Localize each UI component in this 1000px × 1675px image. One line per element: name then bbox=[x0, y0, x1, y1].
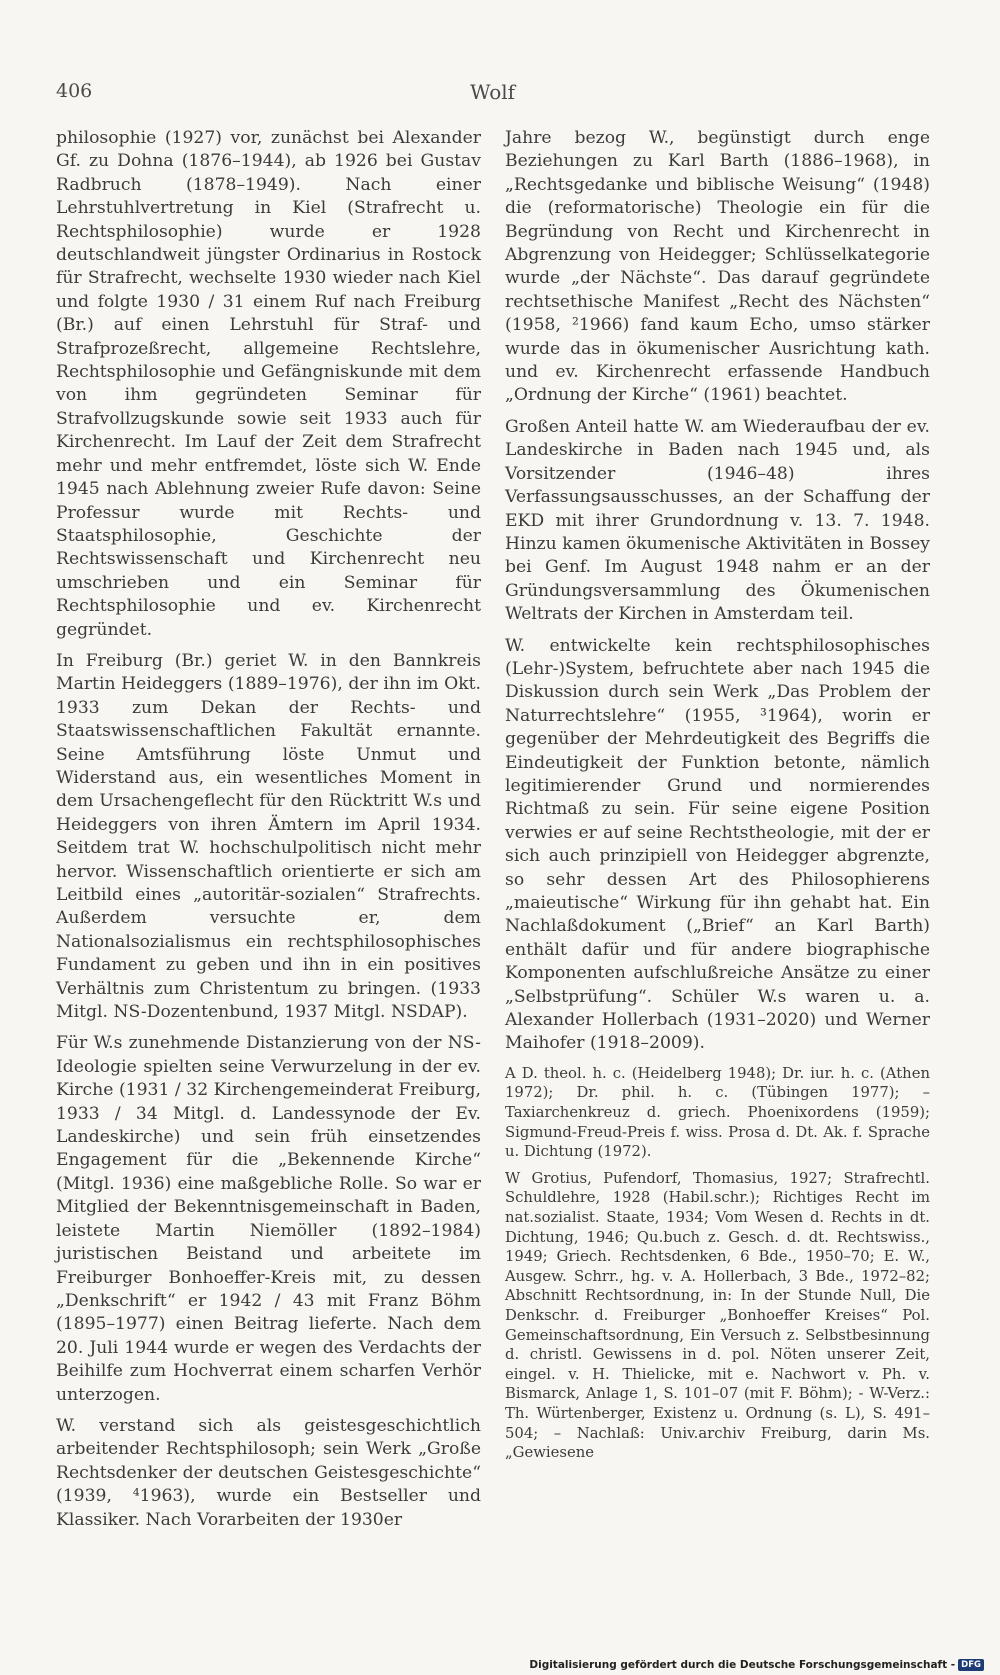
running-head: Wolf bbox=[470, 80, 516, 104]
paragraph: Für W.s zunehmende Distanzierung von der NS-Ideologie spielten seine Verwurzelung in der ev. Kirche (1931 / 32 Kirchengemeinderat Freiburg, 1933 / 34 Mitgl. d. Landessynode der Ev. Landeskirche) und sein früh einsetzendes Engagement für die „Bekennende Kirche“ (Mitgl. 1936) eine maßgebliche Rolle. So war er Mitglied der Bekenntnisgemeinschaft in Baden, leistete Martin Niemöller (1892–1984) juristischen Beistand und arbeitete im Freiburger Bonhoeffer-Kreis mit, zu dessen „Denkschrift“ er 1942 / 43 mit Franz Böhm (1895–1977) einen Beitrag lieferte. Nach dem 20. Juli 1944 wurde er wegen des Verdachts der Beihilfe zum Hochverrat einem scharfen Verhör unterzogen. bbox=[56, 1033, 481, 1405]
paragraph: Großen Anteil hatte W. am Wiederaufbau der ev. Landeskirche in Baden nach 1945 und, als Vorsitzender (1946–48) ihres Verfassungsausschusses, an der Schaffung der EKD mit ihrer Grundordnung v. 13. 7. 1948. Hinzu kamen ökumenische Aktivitäten in Bossey bei Genf. Im August 1948 nahm er an der Gründungsversammlung des Ökumenischen Weltrats der Kirchen in Amsterdam teil. bbox=[505, 416, 930, 625]
paragraph: Jahre bezog W., begünstigt durch enge Beziehungen zu Karl Barth (1886–1968), in „Rechtsgedanke und biblische Weisung“ (1948) die (reformatorische) Theologie ein für die Begründung von Recht und Kirchenrecht in Abgrenzung von Heidegger; Schlüsselkategorie wurde „der Nächste“. Das darauf gegründete rechtsethische Manifest „Recht des Nächsten“ (1958, ²1966) fand kaum Echo, umso stärker wurde das in ökumenischer Ausrichtung kath. und ev. Kirchenrecht erfassende Handbuch „Ordnung der Kirche“ (1961) beachtet. bbox=[505, 128, 930, 406]
page-number: 406 bbox=[56, 80, 93, 102]
right-column bbox=[505, 127, 930, 1470]
dfg-logo: DFG bbox=[958, 1659, 984, 1671]
paragraph: W. verstand sich als geistesgeschichtlich arbeitender Rechtsphilosoph; sein Werk „Große Rechtsdenker der deutschen Geistesgeschichte“ (1939, ⁴1963), wurde ein Bestseller und Klassiker. Nach Vorarbeiten der 1930er bbox=[56, 1415, 481, 1530]
paragraph: philosophie (1927) vor, zunächst bei Alexander Gf. zu Dohna (1876–1944), ab 1926 bei Gustav Radbruch (1878–1949). Nach einer Lehrstuhlvertretung in Kiel (Strafrecht u. Rechtsphilosophie) wurde er 1928 deutschlandweit jüngster Ordinarius in Rostock für Strafrecht, wechselte 1930 wieder nach Kiel und folgte 1930 / 31 einem Ruf nach Freiburg (Br.) auf einen Lehrstuhl für Straf- und Strafprozeßrecht, allgemeine Rechtslehre, Rechtsphilosophie und Gefängniskunde mit dem von ihm gegründeten Seminar für Strafvollzugskunde sowie seit 1933 auch für Kirchenrecht. Im Lauf der Zeit dem Strafrecht mehr und mehr entfremdet, löste sich W. Ende 1945 nach Ablehnung zweier Rufe davon: Seine Professur wurde mit Rechts- und Staatsphilosophie, Geschichte der Rechtswissenschaft und Kirchenrecht neu umschrieben und ein Seminar für Rechtsphilosophie und ev. Kirchenrecht gegründet. bbox=[56, 128, 481, 640]
credit-text: Digitalisierung gefördert durch die Deutsche Forschungsgemeinschaft - bbox=[529, 1659, 956, 1671]
paragraph: In Freiburg (Br.) geriet W. in den Bannkreis Martin Heideggers (1889–1976), der ihn im Okt. 1933 zum Dekan der Rechts- und Staatswissenschaftlichen Fakultät ernannte. Seine Amtsführung löste Unmut und Widerstand aus, ein wesentliches Moment in dem Ursachengeflecht für den Rücktritt W.s und Heideggers von ihren Ämtern im April 1934. Seitdem trat W. hochschulpolitisch nicht mehr hervor. Wissenschaftlich orientierte er sich am Leitbild eines „autoritär-sozialen“ Strafrechts. Außerdem versuchte er, dem Nationalsozialismus ein rechtsphilosophisches Fundament zu geben und ihn in ein positives Verhältnis zum Christentum zu bringen. (1933 Mitgl. NS-Dozentenbund, 1937 Mitgl. NSDAP). bbox=[56, 650, 481, 1023]
digitization-credit bbox=[529, 1659, 984, 1671]
left-column bbox=[56, 127, 481, 1540]
awards-section: A D. theol. h. c. (Heidelberg 1948); Dr. iur. h. c. (Athen 1972); Dr. phil. h. c. (Tübingen 1977); – Taxiarchenkreuz d. griech. Phoenixordens (1959); Sigmund-Freud-Preis f. wiss. Prosa d. Dt. Ak. f. Sprache u. Dichtung (1972). bbox=[505, 1064, 930, 1161]
paragraph: W. entwickelte kein rechtsphilosophisches (Lehr-)System, befruchtete aber nach 1945 die Diskussion durch sein Werk „Das Problem der Naturrechtslehre“ (1955, ³1964), worin er gegenüber der Mehrdeutigkeit des Begriffs die Eindeutigkeit der Funktion betonte, nämlich legitimierender Grund und normierendes Richtmaß zu sein. Für seine eigene Position verwies er auf seine Rechtstheologie, mit der er sich auch prinzipiell von Heidegger abgrenzte, so sehr dessen Art des Philosophierens „maieutische“ Wirkung für ihn gehabt hat. Ein Nachlaßdokument („Brief“ an Karl Barth) enthält dafür und für andere biographische Komponenten aufschlußreiche Ansätze zu einer „Selbstprüfung“. Schüler W.s waren u. a. Alexander Hollerbach (1931–2020) und Werner Maihofer (1918–2009). bbox=[505, 635, 930, 1054]
works-section: W Grotius, Pufendorf, Thomasius, 1927; Strafrechtl. Schuldlehre, 1928 (Habil.schr.); Richtiges Recht im nat.sozialist. Staate, 1934; Vom Wesen d. Rechts in dt. Dichtung, 1946; Qu.buch z. Gesch. d. dt. Rechtswiss., 1949; Griech. Rechtsdenken, 6 Bde., 1950–70; E. W., Ausgew. Schrr., hg. v. A. Hollerbach, 3 Bde., 1972–82; Abschnitt Rechtsordnung, in: In der Stunde Null, Die Denkschr. d. Freiburger „Bonhoeffer Kreises“ Pol. Gemeinschaftsordnung, Ein Versuch z. Selbstbesinnung d. christl. Gewissens in d. pol. Nöten unserer Zeit, eingel. v. H. Thielicke, mit e. Nachwort v. Ph. v. Bismarck, Anlage 1, S. 101–07 (mit F. Böhm); - W-Verz.: Th. Würtenberger, Existenz u. Ordnung (s. L), S. 491–504; – Nachlaß: Univ.archiv Freiburg, darin Ms. „Gewiesene bbox=[505, 1169, 930, 1462]
